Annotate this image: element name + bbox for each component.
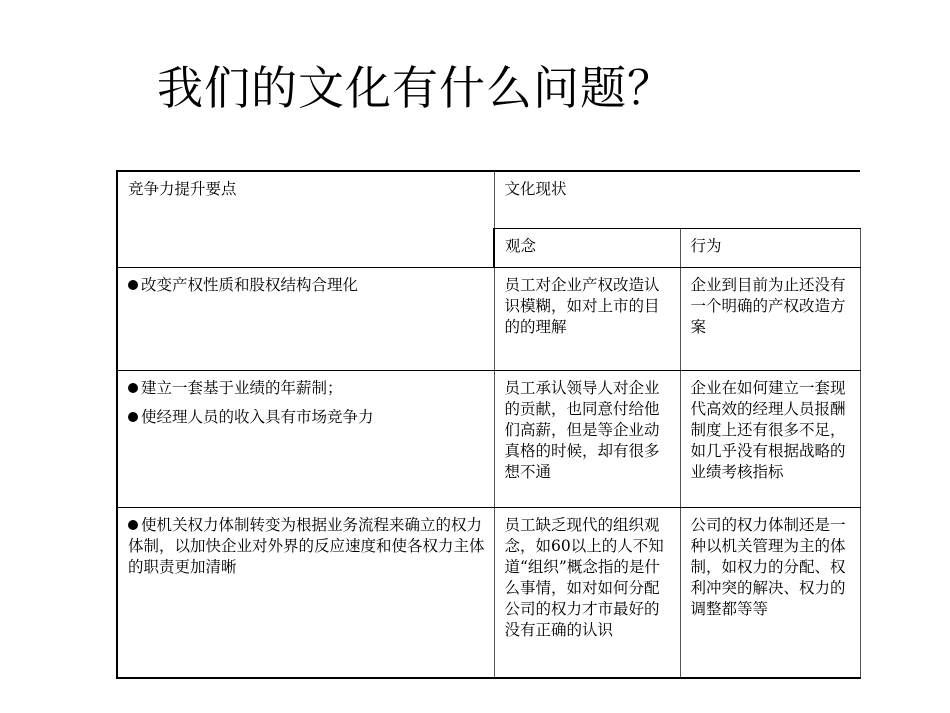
concept-cell: 员工对企业产权改造认识模糊，如对上市的目的的理解 xyxy=(494,267,680,370)
behavior-cell: 企业在如何建立一套现代高效的经理人员报酬制度上还有很多不足，如几乎没有根据战略的业绩考核指标 xyxy=(680,370,860,507)
points-cell xyxy=(117,370,494,507)
header-cell-points: 竞争力提升要点 xyxy=(117,171,494,267)
header-cell-culture-status: 文化现状 xyxy=(494,171,860,228)
table-row xyxy=(117,370,860,507)
culture-table xyxy=(116,170,861,679)
bullet-item: 建立一套基于业绩的年薪制； xyxy=(128,378,488,399)
concept-cell: 员工缺乏现代的组织观念，如60以上的人不知道“组织”概念指的是什么事情，如对如何分配公司的权力才市最好的没有正确的认识 xyxy=(494,507,680,678)
page-title: 我们的文化有什么问题？ xyxy=(157,61,674,115)
bullet-item: 使经理人员的收入具有市场竞争力 xyxy=(128,407,488,428)
bullet-icon xyxy=(128,280,138,290)
header-cell-behavior: 行为 xyxy=(680,228,860,267)
points-cell xyxy=(117,507,494,678)
concept-cell: 员工承认领导人对企业的贡献，也同意付给他们高薪，但是等企业动真格的时候，却有很多想不通 xyxy=(494,370,680,507)
bullet-icon xyxy=(128,383,138,393)
behavior-cell: 公司的权力体制还是一种以机关管理为主的体制，如权力的分配、权利冲突的解决、权力的调整都等等 xyxy=(680,507,860,678)
behavior-cell: 企业到目前为止还没有一个明确的产权改造方案 xyxy=(680,267,860,370)
bullet-item: 改变产权性质和股权结构合理化 xyxy=(128,275,488,296)
bullet-item: 使机关权力体制转变为根据业务流程来确立的权力体制，以加快企业对外界的反应速度和使各权力主体的职责更加清晰 xyxy=(128,515,485,576)
bullet-icon xyxy=(128,412,138,422)
bullet-icon xyxy=(128,520,138,530)
table-row xyxy=(117,267,860,370)
table-row xyxy=(117,507,860,678)
points-cell xyxy=(117,267,494,370)
header-cell-concept: 观念 xyxy=(494,228,680,267)
header-row xyxy=(117,171,860,228)
